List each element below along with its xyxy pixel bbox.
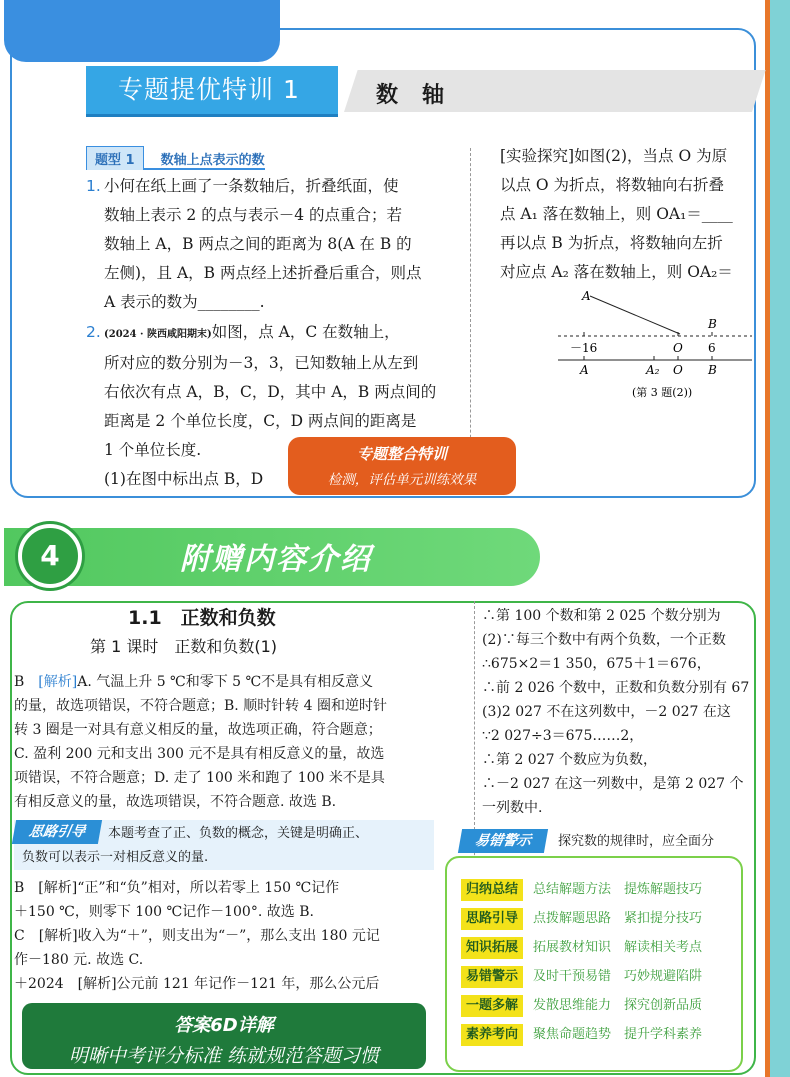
solution-1 bbox=[14, 670, 434, 814]
figure-caption: (第 3 题(2)) bbox=[632, 386, 693, 399]
question-1-text bbox=[104, 172, 464, 317]
solution-line: (3)2 027 不在这列数中，－2 027 在这 bbox=[482, 704, 731, 720]
question-line: 1 个单位长度. bbox=[104, 441, 202, 459]
hint-text bbox=[22, 822, 434, 870]
special-training-badge bbox=[288, 437, 516, 495]
point-label-o: O bbox=[673, 363, 683, 377]
solution-line: (2)∵每三个数中有两个负数，一个正数 bbox=[482, 632, 726, 648]
top-blue-tab bbox=[4, 0, 280, 62]
question-line: 数轴上 A，B 两点之间的距离为 8(A 在 B 的 bbox=[104, 235, 412, 253]
answer-badge-title: 答案6D详解 bbox=[174, 1015, 274, 1036]
question-1-number: 1. bbox=[86, 177, 101, 195]
feature-tag: 归纳总结 bbox=[461, 879, 523, 901]
feature-row bbox=[461, 1023, 702, 1047]
question-line: 数轴上表示 2 的点与表示－4 的点重合；若 bbox=[104, 206, 403, 224]
feature-tag: 思路引导 bbox=[461, 908, 523, 930]
badge-title: 专题整合特训 bbox=[356, 445, 447, 463]
solution-line: ∴第 100 个数和第 2 025 个数分别为 bbox=[482, 608, 721, 624]
question-line: 如图，点 A，C 在数轴上， bbox=[211, 323, 400, 341]
question-line: 距离是 2 个单位长度，C，D 两点间的距离是 bbox=[104, 412, 417, 430]
solution-line: ＋2024 [解析]公元前 121 年记作－121 年，那么公元后 bbox=[14, 976, 380, 992]
feature-row bbox=[461, 994, 702, 1018]
question-line: 左侧)，且 A，B 两点经上述折叠后重合，则点 bbox=[104, 264, 422, 282]
section-title: 1.1 正数和负数 bbox=[128, 607, 276, 629]
analysis-tag: [解析] bbox=[38, 674, 78, 690]
question-line: 点 A₁ 落在数轴上，则 OA₁＝____ bbox=[500, 205, 733, 223]
answer-detail-badge bbox=[22, 1003, 426, 1069]
solution-right-column bbox=[482, 604, 752, 820]
question-3-text bbox=[500, 142, 752, 287]
question-line: 小何在纸上画了一条数轴后，折叠纸面，使 bbox=[104, 177, 399, 195]
figure-label-a-top: A bbox=[582, 289, 591, 303]
subject-banner-title: 数轴 bbox=[376, 82, 469, 108]
feature-row bbox=[461, 936, 702, 960]
solution-line: ∴第 2 027 个数应为负数， bbox=[482, 752, 657, 768]
solution-line: ∵2 027÷3＝675……2， bbox=[482, 728, 644, 744]
solution-line: ＋150 ℃，则零下 100 ℃记作－100°. 故选 B. bbox=[14, 904, 314, 920]
feature-desc: 拓展教材知识 解读相关考点 bbox=[533, 940, 703, 955]
feature-row bbox=[461, 907, 702, 931]
question-2-number: 2. bbox=[86, 323, 101, 341]
answer-letter: B bbox=[14, 674, 25, 690]
feature-desc: 发散思维能力 探究创新品质 bbox=[533, 998, 703, 1013]
solution-line: ∴675×2＝1 350，675＋1＝676， bbox=[482, 656, 711, 672]
solution-line: 的量，故选项错误，不符合题意；B. 顺时针转 4 圈和逆时针 bbox=[14, 698, 387, 714]
tick-label-minus-16: －16 bbox=[570, 341, 598, 355]
feature-desc: 点拨解题思路 紧扣提分技巧 bbox=[533, 911, 703, 926]
solution-line: B [解析]“正”和“负”相对，所以若零上 150 ℃记作 bbox=[14, 880, 340, 896]
point-label-b: B bbox=[708, 363, 717, 377]
question-line: 所对应的数分别为－3，3，已知数轴上从左到 bbox=[104, 354, 419, 372]
question-line: 对应点 A₂ 落在数轴上，则 OA₂＝ bbox=[500, 263, 733, 281]
tick-label-o: O bbox=[673, 341, 683, 355]
number-line-figure bbox=[540, 288, 752, 406]
feature-tag: 易错警示 bbox=[461, 966, 523, 988]
feature-desc: 总结解题方法 提炼解题技巧 bbox=[533, 882, 703, 897]
question-line: (1)在图中标出点 B，D bbox=[104, 470, 264, 488]
point-label-a: A bbox=[580, 363, 589, 377]
solution-line: 作－180 元. 故选 C. bbox=[14, 952, 144, 968]
question-2-source: (2024 · 陕西咸阳期末) bbox=[104, 329, 212, 340]
question-type-tag: 题型 1 bbox=[86, 146, 144, 170]
question-line: A 表示的数为________. bbox=[104, 293, 265, 311]
bonus-content-title: 附赠内容介绍 bbox=[180, 542, 372, 577]
section-banner bbox=[86, 66, 338, 117]
badge-subtitle: 检测，评估单元训练效果 bbox=[327, 472, 477, 488]
feature-tag: 素养考向 bbox=[461, 1024, 523, 1046]
point-label-a2: A₂ bbox=[646, 363, 660, 377]
feature-row bbox=[461, 878, 702, 902]
tick-label-6: 6 bbox=[708, 341, 716, 355]
fold-line bbox=[590, 296, 680, 334]
feature-row bbox=[461, 965, 702, 989]
feature-desc: 聚焦命题趋势 提升学科素养 bbox=[533, 1027, 703, 1042]
lesson-title: 第 1 课时 正数和负数(1) bbox=[90, 637, 278, 656]
solution-line: 项错误，不符合题意；D. 走了 100 米和跑了 100 米不是具 bbox=[14, 770, 385, 786]
right-edge-teal-stripe bbox=[770, 0, 790, 1077]
hint-line: 本题考查了正、负数的概念，关键是明确正、 bbox=[108, 826, 369, 841]
warning-text: 探究数的规律时，应全面分 bbox=[558, 834, 715, 849]
section-number-badge: 4 bbox=[18, 524, 82, 588]
solution-line: ∴前 2 026 个数中，正数和负数分别有 67 bbox=[482, 680, 750, 696]
question-line: [实验探究]如图(2)，当点 O 为原 bbox=[500, 147, 728, 165]
solution-line: ∴－2 027 在这一列数中，是第 2 027 个 bbox=[482, 776, 744, 792]
solution-line: 有相反意义的量，故选项错误，不符合题意. 故选 B. bbox=[14, 794, 337, 810]
answer-badge-subtitle: 明晰中考评分标准 练就规范答题习惯 bbox=[68, 1045, 380, 1067]
question-line: 右依次有点 A，B，C，D，其中 A，B 两点间的 bbox=[104, 383, 437, 401]
feature-list-box bbox=[445, 856, 743, 1072]
solution-line: C. 盈利 200 元和支出 300 元不是具有相反意义的量，故选 bbox=[14, 746, 385, 762]
warning-tag: 易错警示 bbox=[458, 829, 548, 853]
question-line: 以点 O 为折点，将数轴向右折叠 bbox=[500, 176, 725, 194]
solution-line: 转 3 圈是一对具有意义相反的量，故选项正确，符合题意； bbox=[14, 722, 382, 738]
hint-line: 负数可以表示一对相反意义的量. bbox=[22, 850, 209, 865]
solution-line: C [解析]收入为“＋”，则支出为“－”，那么支出 180 元记 bbox=[14, 928, 380, 944]
feature-tag: 一题多解 bbox=[461, 995, 523, 1017]
question-line: 再以点 B 为折点，将数轴向左折 bbox=[500, 234, 723, 252]
solution-line: 一列数中. bbox=[482, 800, 543, 816]
solution-2 bbox=[14, 876, 434, 996]
question-type-title: 数轴上点表示的数 bbox=[160, 153, 265, 168]
figure-label-b-top: B bbox=[708, 317, 717, 331]
section-banner-title: 专题提优特训 1 bbox=[118, 75, 300, 104]
feature-tag: 知识拓展 bbox=[461, 937, 523, 959]
hint-tag: 思路引导 bbox=[12, 820, 102, 844]
question-type-header bbox=[86, 146, 265, 170]
feature-desc: 及时干预易错 巧妙规避陷阱 bbox=[533, 969, 703, 984]
solution-line: A. 气温上升 5 ℃和零下 5 ℃不是具有相反意义 bbox=[77, 674, 374, 690]
